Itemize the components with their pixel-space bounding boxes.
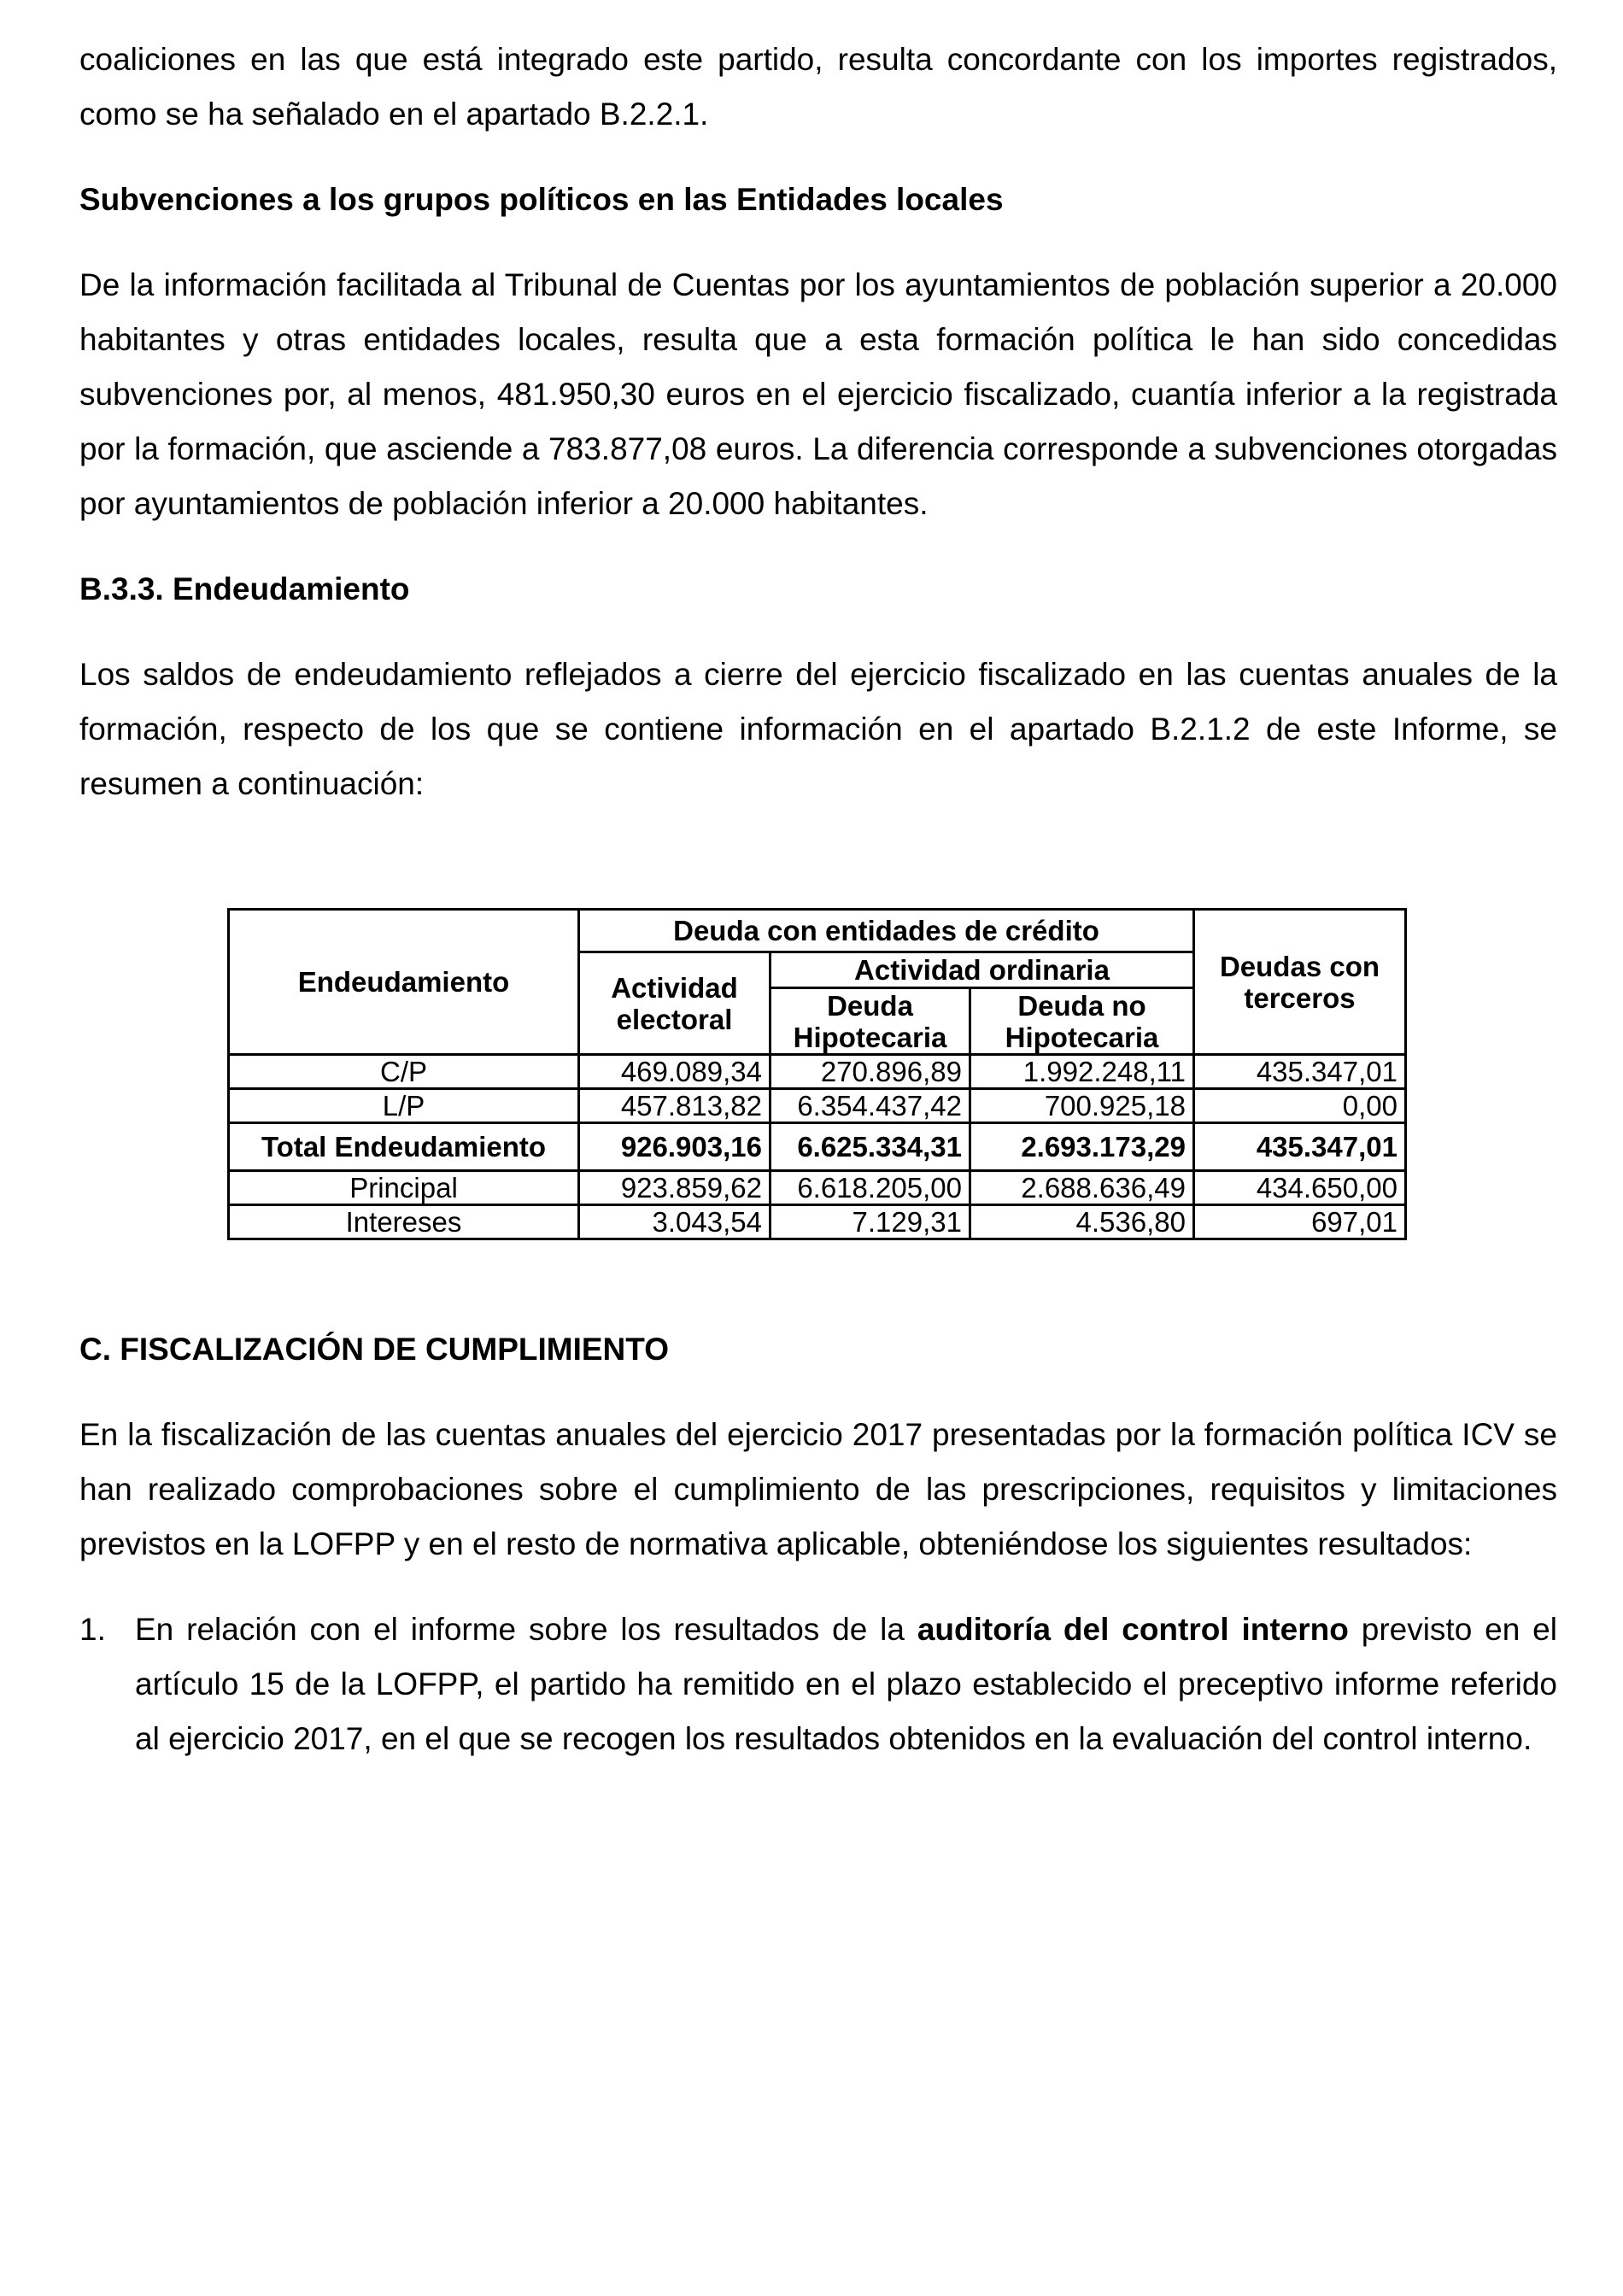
cell-hipotecaria: 270.896,89 [770,1055,970,1089]
cell-terceros: 434.650,00 [1194,1171,1406,1205]
endeudamiento-table [227,908,1407,1240]
table-row [229,1055,1406,1089]
cumplimiento-list [79,1602,1557,1766]
cell-terceros: 697,01 [1194,1205,1406,1239]
endeudamiento-paragraph: Los saldos de endeudamiento reflejados a cierre del ejercicio fiscalizado en las cuentas anuales de la formación, respecto de los que se contiene información en el apartado B.2.1.2 de este Informe, se resumen a continuación: [79,657,1557,801]
table-row-total [229,1123,1406,1171]
row-label: Principal [229,1171,579,1205]
header-actividad-ordinaria: Actividad ordinaria [770,952,1194,988]
cell-electoral: 926.903,16 [579,1123,770,1171]
list-marker: 1. [79,1612,106,1647]
subvenciones-paragraph: De la información facilitada al Tribunal de Cuentas por los ayuntamientos de población superior a 20.000 habitantes y otras entidades locales, resulta que a esta formación política le han sido concedidas subvenciones por, al menos, 481.950,30 euros en el ejercicio fiscalizado, cuantía inferior a la registrada por la formación, que asciende a 783.877,08 euros. La diferencia corresponde a subvenciones otorgadas por ayuntamientos de población inferior a 20.000 habitantes. [79,267,1557,521]
item-text-bold: auditoría del control interno [917,1612,1349,1647]
cell-terceros: 435.347,01 [1194,1055,1406,1089]
cell-no-hipotecaria: 2.688.636,49 [970,1171,1194,1205]
cell-electoral: 3.043,54 [579,1205,770,1239]
table-row [229,1171,1406,1205]
cell-electoral: 923.859,62 [579,1171,770,1205]
subvenciones-heading: Subvenciones a los grupos políticos en las Entidades locales [79,182,1004,217]
cell-no-hipotecaria: 2.693.173,29 [970,1123,1194,1171]
cell-hipotecaria: 6.618.205,00 [770,1171,970,1205]
cumplimiento-section [79,1322,1557,1766]
cell-electoral: 457.813,82 [579,1089,770,1123]
cell-no-hipotecaria: 700.925,18 [970,1089,1194,1123]
cell-hipotecaria: 6.354.437,42 [770,1089,970,1123]
cell-hipotecaria: 6.625.334,31 [770,1123,970,1171]
header-endeudamiento: Endeudamiento [229,910,579,1055]
row-label: Total Endeudamiento [229,1123,579,1171]
cumplimiento-paragraph: En la fiscalización de las cuentas anuales del ejercicio 2017 presentadas por la formación política ICV se han realizado comprobaciones sobre el cumplimiento de las prescripciones, requisitos y limitaciones previstos en la LOFPP y en el resto de normativa aplicable, obteniéndose los siguientes resultados: [79,1417,1557,1561]
header-deuda-hipotecaria: Deuda Hipotecaria [770,988,970,1055]
table-row [229,1205,1406,1239]
row-label: L/P [229,1089,579,1123]
header-deuda-credito: Deuda con entidades de crédito [579,910,1194,952]
cell-no-hipotecaria: 4.536,80 [970,1205,1194,1239]
item-text-before: En relación con el informe sobre los resultados de la [135,1612,917,1647]
cell-terceros: 435.347,01 [1194,1123,1406,1171]
cell-terceros: 0,00 [1194,1089,1406,1123]
document-page [79,32,1557,811]
table-row [229,1089,1406,1123]
list-item [79,1602,1557,1766]
cell-no-hipotecaria: 1.992.248,11 [970,1055,1194,1089]
row-label: C/P [229,1055,579,1089]
cell-hipotecaria: 7.129,31 [770,1205,970,1239]
endeudamiento-heading: B.3.3. Endeudamiento [79,571,410,606]
cell-electoral: 469.089,34 [579,1055,770,1089]
row-label: Intereses [229,1205,579,1239]
intro-paragraph: coaliciones en las que está integrado este partido, resulta concordante con los importes registrados, como se ha señalado en el apartado B.2.2.1. [79,42,1557,132]
item-text-after: previsto en el artículo 15 de la LOFPP, el partido ha remitido en el plazo establecido el preceptivo informe referido al ejercicio 2017, en el que se recogen los resultados obtenidos en la evaluación del control interno. [135,1612,1557,1756]
cumplimiento-heading: C. FISCALIZACIÓN DE CUMPLIMIENTO [79,1332,669,1367]
header-deudas-terceros: Deudas con terceros [1194,910,1406,1055]
header-actividad-electoral: Actividad electoral [579,952,770,1055]
header-deuda-no-hipotecaria: Deuda no Hipotecaria [970,988,1194,1055]
